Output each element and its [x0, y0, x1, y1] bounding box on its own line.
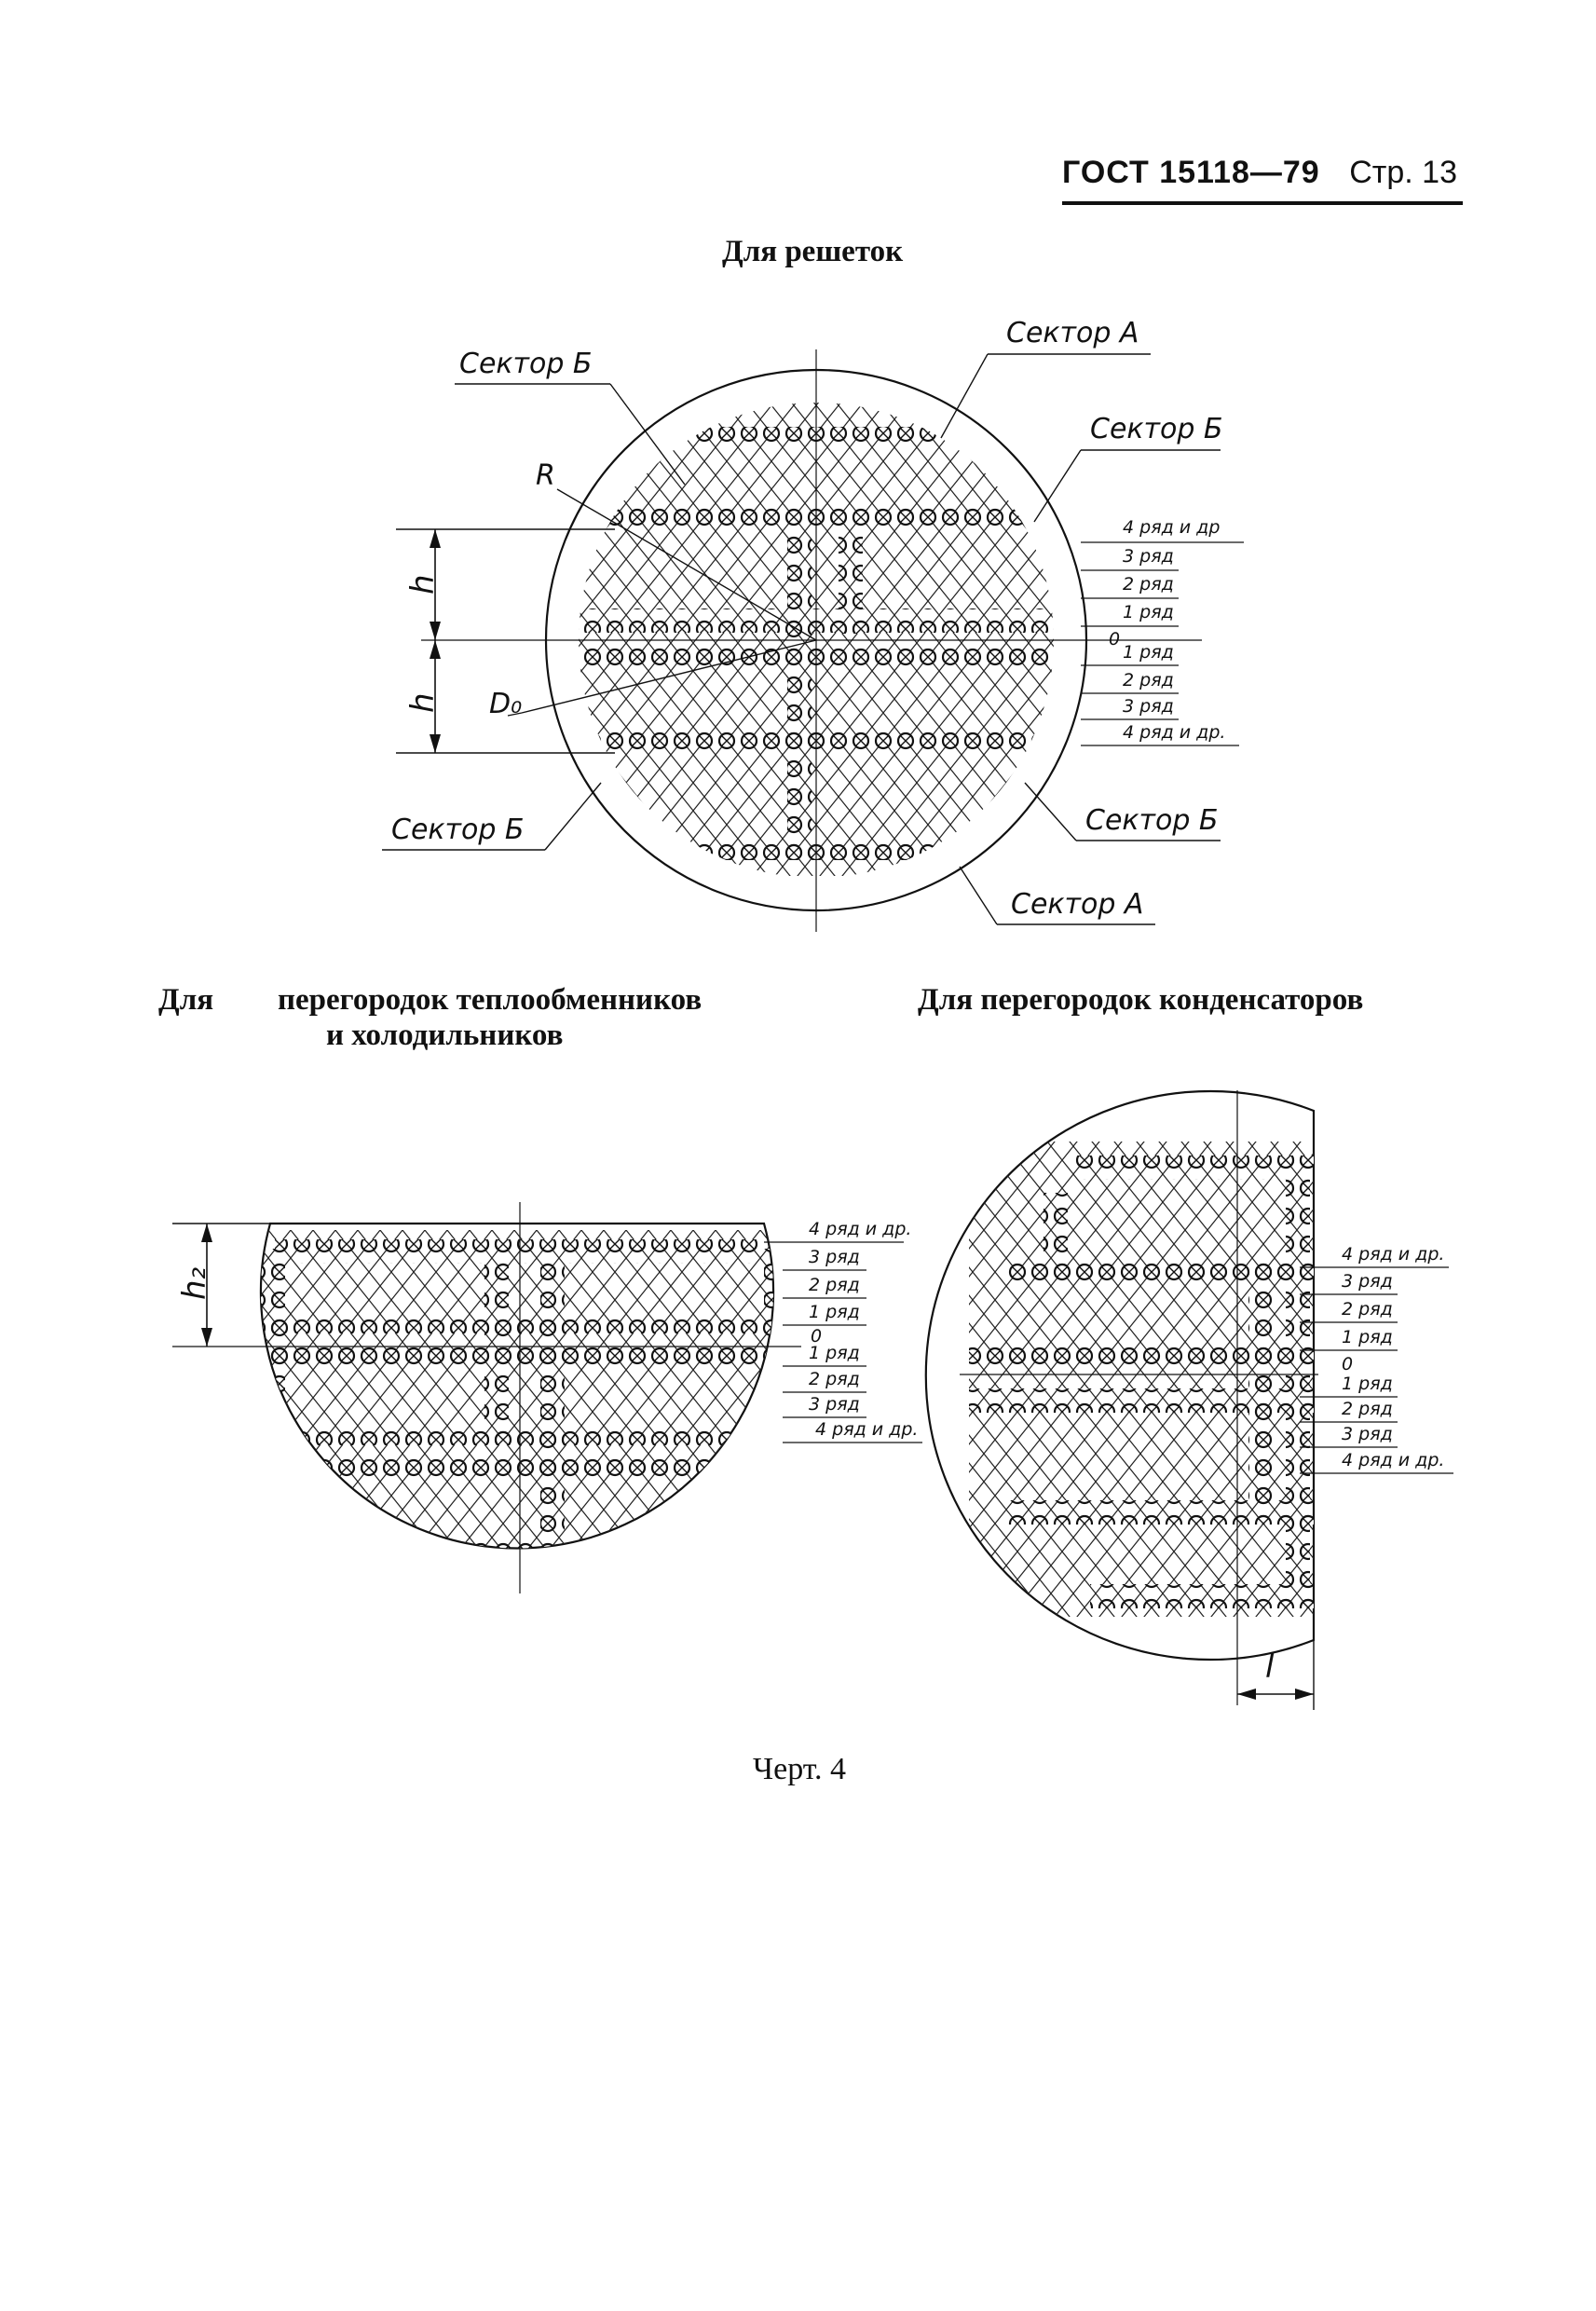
dim-h-lower: h [404, 692, 442, 713]
baffle-row-4-upper: 4 ряд и др. [809, 1219, 912, 1239]
baffle-row-4-lower: 4 ряд и др. [815, 1419, 919, 1440]
cond-row-3-lower: 3 ряд [1342, 1424, 1393, 1444]
baffle-row-1-lower: 1 ряд [809, 1343, 860, 1363]
baffles-title-line1: перегородок теплообменников [278, 983, 703, 1017]
baffles-title-line2: и холодильников [326, 1019, 564, 1052]
row-1-upper: 1 ряд [1123, 602, 1174, 622]
cond-row-4-upper: 4 ряд и др. [1342, 1244, 1445, 1265]
condenser-tube-field [969, 1142, 1314, 1617]
cond-row-0: 0 [1342, 1354, 1354, 1374]
sector-b-label-bottom-left: Сектор Б [391, 814, 525, 846]
sector-a-label-top: Сектор А [1006, 317, 1139, 349]
grids-title: Для решеток [722, 235, 904, 268]
row-3-lower: 3 ряд [1123, 696, 1174, 717]
baffle-row-1-upper: 1 ряд [809, 1302, 860, 1322]
baffle-exchanger-diagram [172, 1202, 922, 1593]
radius-label: R [536, 459, 555, 492]
baffle-row-labels [764, 1219, 922, 1443]
baffle-row-3-upper: 3 ряд [809, 1247, 860, 1267]
baffle-row-2-upper: 2 ряд [809, 1275, 860, 1295]
cond-row-1-upper: 1 ряд [1342, 1327, 1393, 1347]
sector-b-label-top-right: Сектор Б [1090, 413, 1223, 445]
row-2-lower: 2 ряд [1123, 670, 1174, 691]
baffle-condenser-diagram [926, 1090, 1453, 1710]
row-2-upper: 2 ряд [1123, 574, 1174, 595]
cond-row-4-lower: 4 ряд и др. [1342, 1450, 1445, 1470]
row-1-lower: 1 ряд [1123, 642, 1174, 663]
page-number: Стр. 13 [1349, 155, 1457, 190]
grid-row-labels [1081, 517, 1244, 745]
row-3-upper: 3 ряд [1123, 546, 1174, 567]
cond-row-2-lower: 2 ряд [1342, 1399, 1393, 1419]
cond-row-2-upper: 2 ряд [1342, 1299, 1393, 1320]
figure-caption: Черт. 4 [753, 1752, 847, 1786]
dim-h2: h₂ [176, 1266, 213, 1300]
condensers-title: Для перегородок конденсаторов [918, 983, 1364, 1017]
standard-number: ГОСТ 15118—79 [1062, 155, 1320, 190]
grid-diagram [382, 317, 1244, 932]
baffle-row-3-lower: 3 ряд [809, 1394, 860, 1415]
cond-row-3-upper: 3 ряд [1342, 1271, 1393, 1292]
sector-b-label-bottom-right: Сектор Б [1085, 804, 1219, 837]
sector-b-label-top-left: Сектор Б [459, 348, 593, 380]
baffle-row-2-lower: 2 ряд [809, 1369, 860, 1389]
grid-tube-field [540, 401, 1099, 876]
baffles-title-prefix: Для [158, 983, 214, 1017]
diameter-label: D₀ [489, 688, 523, 720]
cond-row-1-lower: 1 ряд [1342, 1374, 1393, 1394]
baffle-row-0: 0 [811, 1326, 823, 1347]
dim-l: l [1265, 1648, 1275, 1686]
dim-h-upper: h [404, 574, 442, 595]
sector-a-label-bottom: Сектор А [1011, 888, 1144, 921]
row-4-upper: 4 ряд и др [1123, 517, 1221, 538]
condenser-row-labels [1300, 1244, 1453, 1473]
row-4-lower: 4 ряд и др. [1123, 722, 1226, 743]
row-0: 0 [1109, 629, 1121, 650]
